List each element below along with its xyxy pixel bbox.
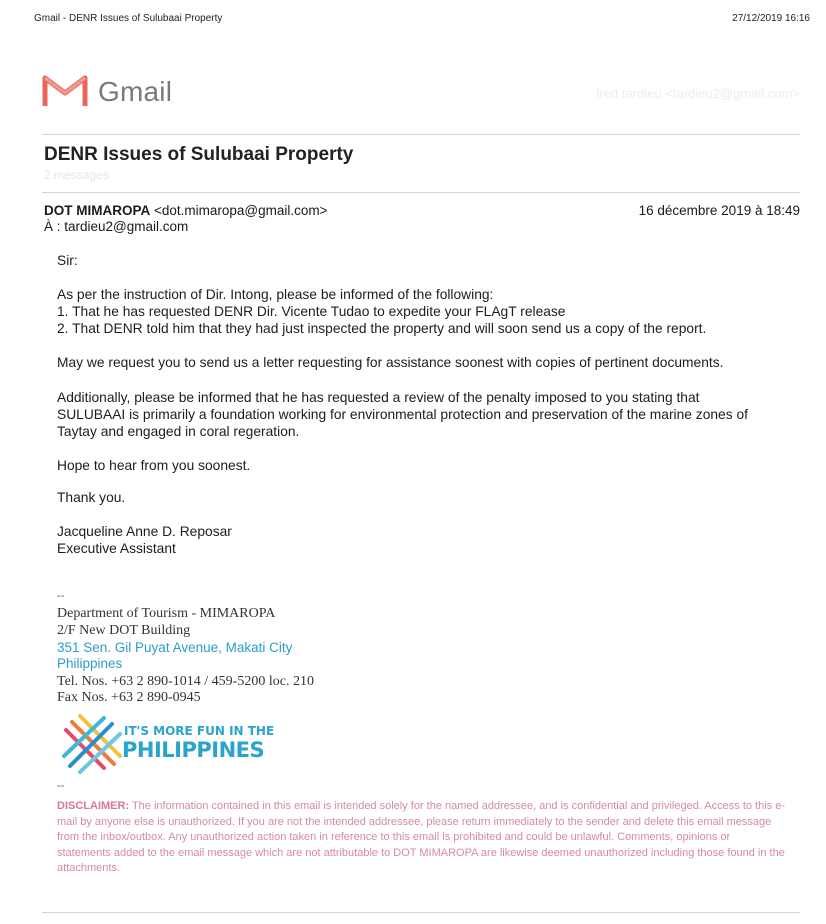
signature-address-link[interactable]: 351 Sen. Gil Puyat Avenue, Makati City (57, 640, 293, 655)
signature-title: Executive Assistant (57, 541, 176, 556)
signature-building: 2/F New DOT Building (57, 623, 191, 638)
body-text: Thank you. (57, 490, 126, 505)
promo-tagline: IT'S MORE FUN IN THE (124, 724, 275, 738)
message-date: 16 décembre 2019 à 18:49 (638, 203, 800, 218)
divider (42, 912, 800, 913)
promo-country: PHILIPPINES (122, 738, 265, 762)
sender-name: DOT MIMAROPA (44, 203, 151, 218)
body-text: As per the instruction of Dir. Intong, please be informed of the following: (57, 287, 494, 302)
disclaimer (57, 799, 785, 877)
gmail-m-icon (42, 72, 88, 113)
philippines-tourism-logo (60, 712, 280, 776)
gmail-logo[interactable] (42, 72, 192, 112)
print-title: Gmail - DENR Issues of Sulubaai Property (34, 13, 223, 24)
message-from (44, 203, 328, 218)
body-text: SULUBAAI is primarily a foundation working for environmental protection and preservation of the marine zones of (57, 407, 748, 422)
signature-name: Jacqueline Anne D. Reposar (57, 524, 232, 539)
body-text: Taytay and engaged in coral regeration. (57, 424, 300, 439)
gmail-logo-text: Gmail (98, 76, 173, 107)
body-text: 2. That DENR told him that they had just inspected the property and will soon send us a copy of the report. (57, 321, 707, 336)
woven-pattern-icon (60, 712, 126, 776)
signature-tel: Tel. Nos. +63 2 890-1014 / 459-5200 loc. 210 (57, 674, 314, 689)
signature-separator: -- (57, 590, 65, 602)
body-text: May we request you to send us a letter requesting for assistance soonest with copies of pertinent documents. (57, 355, 724, 370)
body-greeting: Sir: (57, 253, 78, 268)
signature-separator: -- (57, 780, 65, 792)
body-text: 1. That he has requested DENR Dir. Vicente Tudao to expedite your FLAgT release (57, 304, 566, 319)
disclaimer-text: The information contained in this email is intended solely for the named addressee, and is confidential and privileged. Access to this e-mail by anyone else is unauthorized. If you are not the intended addressee, please return immediately to the sender and delete this email message from the inbox/outbox. Any unauthorized action taken in reference to this email is prohibited and could be unlawful. Comments, opinions or statements added to the email message which are not attributable to DOT MIMAROPA are likewise deemed unauthorized including those found in the attachments. (57, 800, 786, 875)
divider (42, 192, 800, 193)
signature-fax: Fax Nos. +63 2 890-0945 (57, 690, 201, 705)
body-text: Additionally, please be informed that he has requested a review of the penalty imposed to you stating that (57, 390, 700, 405)
signature-org: Department of Tourism - MIMAROPA (57, 606, 276, 621)
body-text: Hope to hear from you soonest. (57, 458, 251, 473)
thread-subject: DENR Issues of Sulubaai Property (44, 144, 354, 165)
disclaimer-label: DISCLAIMER: (57, 800, 130, 812)
divider (42, 134, 800, 135)
account-email: fred tardieu <tardieu2@gmail.com> (596, 86, 800, 101)
sender-email: <dot.mimaropa@gmail.com> (154, 203, 328, 218)
message-count: 2 messages (44, 168, 109, 182)
message-to: À : tardieu2@gmail.com (44, 219, 189, 234)
print-datetime: 27/12/2019 16:16 (732, 13, 810, 24)
signature-country-link[interactable]: Philippines (57, 656, 123, 671)
